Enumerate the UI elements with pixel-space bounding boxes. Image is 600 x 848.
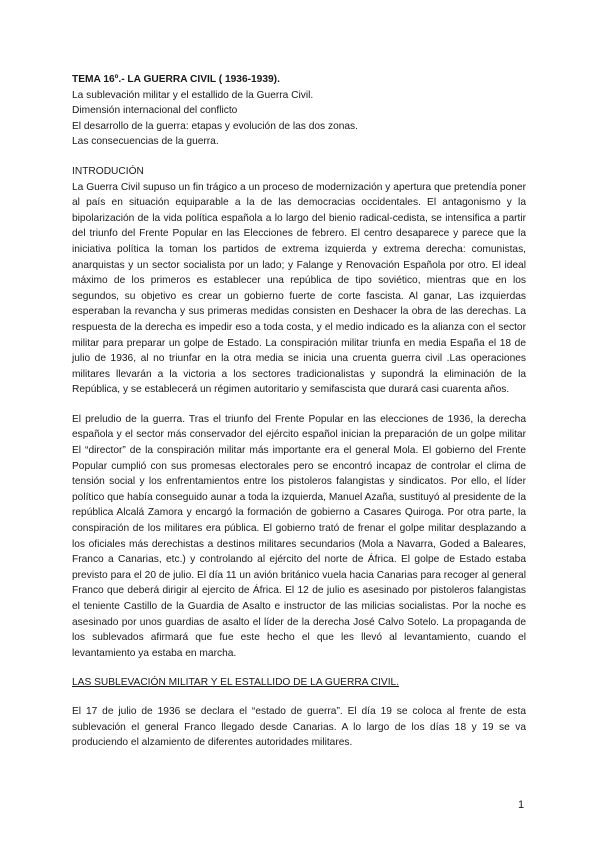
topic-header	[72, 72, 526, 150]
topic-item: Las consecuencias de la guerra.	[72, 136, 219, 148]
page-number: 1	[518, 799, 525, 811]
topic-item: El desarrollo de la guerra: etapas y evolución de las dos zonas.	[72, 120, 358, 132]
topic-item: La sublevación militar y el estallido de la Guerra Civil.	[72, 89, 314, 101]
document-body	[72, 72, 526, 751]
prelude-paragraph: El preludio de la guerra. Tras el triunfo del Frente Popular en las elecciones de 1936, la derecha española y el sector más conservador del ejército español inician la preparación de un golpe militar El “director” de la conspiración militar más importante era el general Mola. El gobierno del Frente Popular cumplió con sus promesas electorales pero se encontró incapaz de controlar el clima de tensión social y los enfrentamientos entre los pistoleros falangistas y sindicatos. Por ello, el líder político que había conseguido aunar a toda la izquierda, Manuel Azaña, sustituyó al presidente de la república Alcalá Zamora y encargó la formación de gobierno a Casares Quiroga. Por otra parte, la conspiración de los militares era pública. El gobierno trató de frenar el golpe militar desplazando a los oficiales más derechistas a destinos militares secundarios (Mola a Navarra, Goded a Baleares, Franco a Canarias, etc.) y controlando al ejército del norte de África. El golpe de Estado estaba previsto para el 20 de julio. El día 11 un avión británico vuela hacia Canarias para recoger al general Franco que deberá dirigir al ejercito de África. El 12 de julio es asesinado por pistoleros falangistas el teniente Castillo de la Guardia de Asalto e instructor de las milicias socialistas. Por la noche es asesinado por unos guardias de asalto el líder de la derecha José Calvo Sotelo. La propaganda de los sublevados afirmará que fue este hecho el que les llevó al levantamiento, cuando el levantamiento ya estaba en marcha.	[72, 413, 526, 659]
section-heading-uprising: LAS SUBLEVACIÓN MILITAR Y EL ESTALLIDO DE LA GUERRA CIVIL.	[72, 677, 400, 689]
intro-paragraph: La Guerra Civil supuso un fin trágico a un proceso de modernización y apertura que pretendía poner al país en situación equiparable a la de las democracias occidentales. El antagonismo y la bipolarización de la vida política española a lo largo del bienio radical-cedista, se intensifica a partir del triunfo del Frente Popular en las Elecciones de febrero. El centro desaparece y parece que la iniciativa política la toman los partidos de extrema izquierda y extrema derecha: comunistas, anarquistas y un sector socialista por un lado; y Falange y Renovación Española por otro. El ideal máximo de los primeros es establecer una república de tipo soviético, mientras que en los segundos, su objetivo es crear un gobierno fuerte de corte fascista. Al ganar, Las izquierdas esperaban la revancha y sus primeras medidas consisten en Deshacer la obra de las derechas. La respuesta de la derecha es impedir eso a toda costa, y el medio indicado es la alianza con el sector militar para preparar un golpe de Estado. La conspiración militar triunfa en media España el 18 de julio de 1936, al no triunfar en la otra media se inicia una cruenta guerra civil .Las operaciones militares llevarán a la victoria a los sectores tradicionalistas y supondrá la eliminación de la República, y se establecerá un régimen autoritario y semifascista que durará casi cuarenta años.	[72, 181, 526, 396]
intro-heading: INTRODUCIÓN	[72, 165, 144, 177]
document-title: TEMA 16º.- LA GUERRA CIVIL ( 1936-1939).	[72, 74, 280, 85]
topic-item: Dimensión internacional del conflicto	[72, 105, 238, 117]
uprising-paragraph: El 17 de julio de 1936 se declara el “estado de guerra”. El día 19 se coloca al frente de esta sublevación el general Franco llegado desde Canarias. A lo largo de los días 18 y 19 se va produciendo el alzamiento de diferentes autoridades militares.	[72, 705, 526, 749]
paragraph-spacer	[72, 398, 526, 412]
